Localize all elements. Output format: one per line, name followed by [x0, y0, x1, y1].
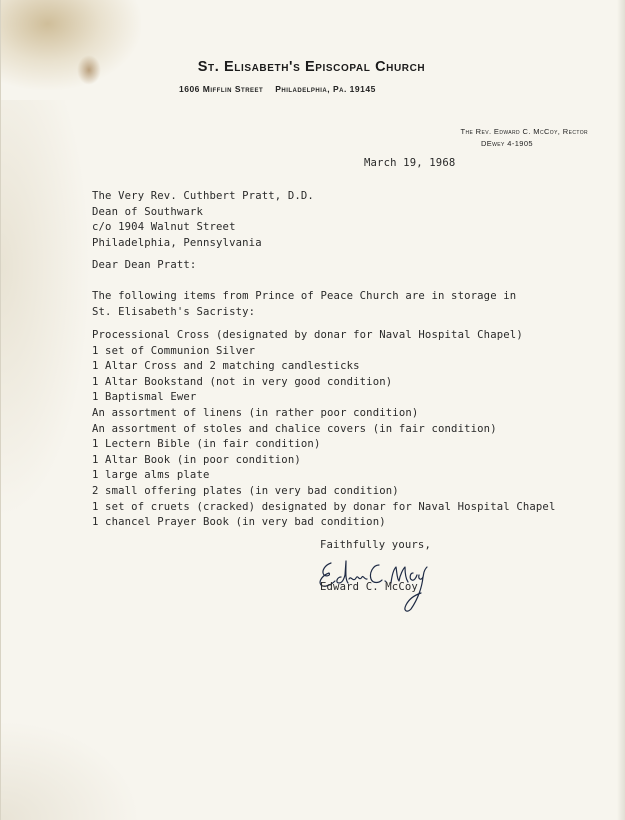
letterhead-church-name: St. Elisabeth's Episcopal Church: [197, 59, 426, 75]
list-item: 1 large alms plate: [92, 469, 210, 482]
letter-date: March 19, 1968: [364, 157, 456, 169]
letterhead-address: [179, 84, 376, 94]
list-item: An assortment of linens (in rather poor condition): [92, 406, 419, 419]
list-item: Processional Cross (designated by donar for Naval Hospital Chapel): [92, 329, 523, 341]
phone-line: DEwey 4-1905: [480, 139, 533, 148]
letterhead-city: Philadelphia, Pa. 19145: [275, 84, 376, 94]
paper-stain: [1, 720, 141, 820]
salutation: Dear Dean Pratt:: [92, 259, 197, 271]
rector-line: The Rev. Edward C. McCoy, Rector: [460, 127, 588, 136]
signer-name: Edward C. McCoy: [320, 581, 418, 593]
list-item: An assortment of stoles and chalice covers (in fair condition): [92, 422, 497, 435]
addressee-line: Philadelphia, Pennsylvania: [92, 236, 262, 249]
paper-edge-shadow: [617, 0, 625, 820]
paper-stain: [1, 100, 91, 520]
addressee-line: The Very Rev. Cuthbert Pratt, D.D.: [92, 190, 314, 202]
list-item: 2 small offering plates (in very bad condition): [92, 484, 399, 497]
addressee-line: c/o 1904 Walnut Street: [92, 221, 236, 234]
letterhead-street: 1606 Mifflin Street: [179, 84, 264, 94]
list-item: 1 Lectern Bible (in fair condition): [92, 438, 321, 451]
closing: Faithfully yours,: [320, 539, 431, 551]
items-list: [92, 328, 556, 531]
intro-line: The following items from Prince of Peace Church are in storage in: [92, 290, 517, 302]
list-item: 1 Altar Book (in poor condition): [92, 453, 301, 466]
list-item: 1 set of Communion Silver: [92, 344, 256, 357]
paper-stain: [0, 0, 141, 90]
list-item: 1 set of cruets (cracked) designated by donar for Naval Hospital Chapel: [92, 500, 556, 513]
addressee-block: [92, 189, 314, 251]
list-item: 1 Altar Cross and 2 matching candlesticks: [92, 360, 360, 373]
intro-paragraph: [92, 289, 516, 320]
list-item: 1 Baptismal Ewer: [92, 391, 197, 404]
addressee-line: Dean of Southwark: [92, 205, 203, 218]
intro-line: St. Elisabeth's Sacristy:: [92, 305, 256, 318]
list-item: 1 chancel Prayer Book (in very bad condition): [92, 516, 386, 529]
list-item: 1 Altar Bookstand (not in very good condition): [92, 375, 393, 388]
